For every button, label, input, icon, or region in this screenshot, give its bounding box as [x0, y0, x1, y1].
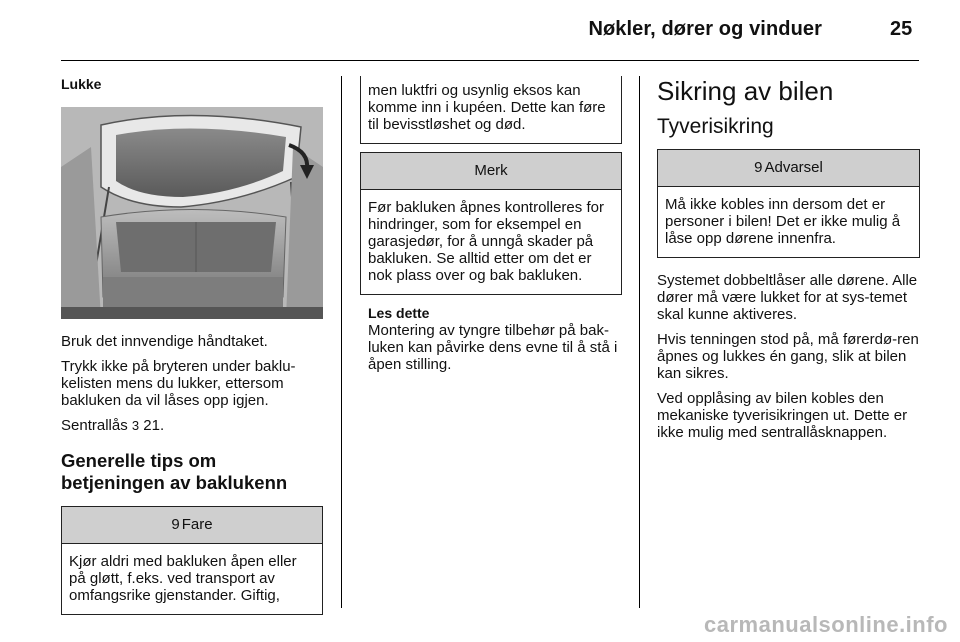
heading-sikring: Sikring av bilen [657, 76, 834, 106]
paragraph-ignition: Hvis tenningen stod på, må førerdø-ren åpnes og lukkes én gang, slik at bilen kan sikres. [657, 331, 919, 382]
page-number: 25 [890, 18, 913, 40]
watermark-logo: carmanualsonline.info [704, 612, 948, 637]
central-lock-text: Sentrallås [61, 417, 132, 434]
danger-box-body: Kjør aldri med bakluken åpen eller på gløtt, f.eks. ved transport av omfangsrike gjenstander. Giftig, [69, 553, 297, 604]
note-box-body: Før bakluken åpnes kontrolleres for hindringer, som for eksempel en garasjedør, for å unngå skader på bakluken. Se alltid etter om det er nok plass over og bak bakluken. [368, 199, 604, 284]
warning-triangle-icon: 9 [754, 159, 763, 176]
subheading-lukke: Lukke [61, 76, 102, 92]
page-title: Nøkler, dører og vinduer [588, 18, 822, 40]
danger-box-header [62, 507, 322, 544]
header-rule [61, 60, 919, 61]
column-divider-left [341, 76, 342, 608]
warning-box [657, 149, 920, 258]
subheading-les-dette: Les dette [368, 305, 430, 321]
warning-box-header [658, 150, 919, 187]
danger-box-title: Fare [181, 516, 213, 533]
danger-box-continued-body: men luktfri og usynlig eksos kan komme inn i kupéen. Dette kan føre til bevisstløshet og død. [368, 82, 606, 133]
warning-box-title: Advarsel [764, 159, 823, 176]
car-tailgate-photo [61, 107, 323, 319]
column-middle [360, 72, 622, 373]
paragraph-unlocking: Ved opplåsing av bilen kobles den mekaniske tyverisikringen ut. Dette er ikke mulig med sentrallåsknappen. [657, 390, 908, 441]
warning-box-body: Må ikke kobles inn dersom det er personer i bilen! Det er ikke mulig å låse opp dørene innenfra. [665, 196, 901, 247]
car-tailgate-illustration [61, 107, 323, 319]
warning-triangle-icon: 9 [171, 516, 180, 533]
paragraph-handle: Bruk det innvendige håndtaket. [61, 333, 268, 350]
danger-box-continued [360, 76, 622, 144]
paragraph-central-lock [61, 417, 323, 434]
column-divider-right [639, 76, 640, 608]
page-reference-arrow-icon[interactable]: 3 [131, 418, 140, 433]
column-right [657, 72, 920, 441]
note-box [360, 152, 622, 295]
danger-box [61, 506, 323, 615]
central-lock-page-ref[interactable]: 21. [139, 417, 165, 434]
paragraph-double-lock: Systemet dobbeltlåser alle dørene. Alle dører må være lukket for at sys-temet skal kunne aktiveres. [657, 272, 918, 323]
column-left [61, 72, 323, 615]
paragraph-accessories: Montering av tyngre tilbehør på bak-luken kan påvirke dens evne til å stå i åpen stilling. [368, 322, 618, 373]
heading-general-tips: Generelle tips om betjeningen av baklukenn [61, 450, 288, 493]
note-box-header: Merk [361, 153, 621, 190]
paragraph-switch-warning: Trykk ikke på bryteren under baklu-kelisten mens du lukker, ettersom bakluken da vil låses opp igjen. [61, 358, 296, 409]
heading-tyverisikring: Tyverisikring [657, 115, 774, 138]
